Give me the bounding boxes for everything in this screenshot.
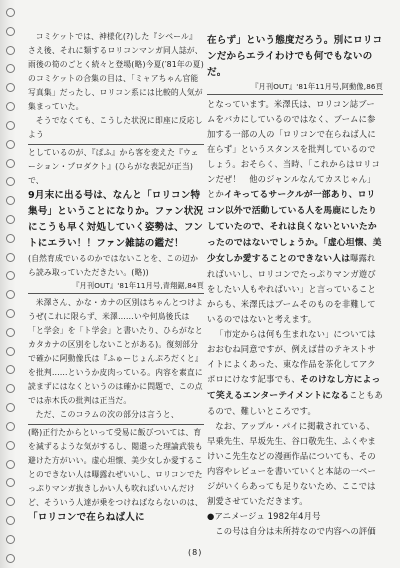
- binding-hole: [6, 102, 15, 111]
- bold-text: そのけなし方によって笑えるエンターテイメントになる: [207, 375, 381, 401]
- quote-box: [28, 144, 204, 294]
- body-paragraph: この号は自分は未所持なので内容への評価: [215, 526, 376, 536]
- binding-hole: [6, 516, 15, 525]
- binding-hole: [6, 478, 15, 487]
- binding-hole: [6, 365, 15, 374]
- binding-hole: [6, 64, 15, 73]
- body-paragraph: 米澤さん、かな・カナの区別はちゃんとつけようぜ(これに限らず、米澤……いや何鳥後氏は「と学会」を「ト学会」と書いたり、ひらがなとカタカナの区別をしないことがある)。復刻部分で確かに阿動像氏は『ふゅーじょんぷろだくと』を批判……というか皮肉っている。内容を素直に読まずにはなくというのは確かに問題で、この点では赤木氏の批判は正当だ。: [28, 298, 203, 405]
- body-text: 曝露れればいいし、ロリコンでたっぷりマンガ遊びをしたい人も: [207, 253, 376, 294]
- quote-box: [28, 424, 204, 527]
- binding-hole: [6, 140, 15, 149]
- binding-hole: [6, 46, 15, 55]
- body-paragraph: コミケットでは、神様化(?)した『シベール』さえ後、それに類するロリコンマンガ同人誌が、雨後の筍のごとく続々と登場(略)今夏(′81年の夏)のコミケットの合集の目は、「ミャアちゃん官能写真集」だったし、ロリコン系には比較的人気が集まっていた。: [28, 32, 204, 111]
- quote-citation: 『月刊OUT』'81年11月号,青翔鋸,84頁: [72, 281, 204, 290]
- quote-bold-text: 9月末に出る号は、なんと「ロリコン特集号」ということになりか。ファン状況にこうも早く対処していく姿勢は、フントにエラい！！ファン雑誌の鑑だ！: [28, 190, 204, 249]
- body-paragraph: ただ、このコラムの次の部分は言うと、: [35, 410, 179, 419]
- binding-hole: [6, 441, 15, 450]
- binding-hole: [6, 554, 15, 563]
- binding-hole: [6, 309, 15, 318]
- body-paragraph: なお、アップル・パイに掲載されている、早乗先生、早坂先生、谷口敬先生、ふくやまけいこ先生などの漫画作品についても、その内容やレビューを書いていくと本誌の一ページがいくらあっても足りないため、ここでは割愛させていただきます。: [207, 421, 376, 506]
- binding-hole: [6, 83, 15, 92]
- binding-hole: [6, 290, 15, 299]
- binding-hole: [6, 177, 15, 186]
- binding-hole: [6, 8, 15, 17]
- binding-hole: [6, 497, 15, 506]
- binding-hole: [6, 328, 15, 337]
- binding-hole: [6, 403, 15, 412]
- binding-hole: [6, 215, 15, 224]
- quote-text: (自然育成でいるのかではないことを、この辺から読み取っていただきたい。(略)): [28, 254, 199, 277]
- quote-bold-text: 「ロリコンで在らねば人に: [28, 512, 145, 523]
- binding-hole: [6, 460, 15, 469]
- binding-hole: [6, 422, 15, 431]
- section-heading: ●アニメージュ 1982年4月号: [207, 511, 321, 521]
- quote-citation: 『月刊OUT』'81年11月号,阿動像,86頁: [251, 82, 383, 91]
- body-text: こともあるので、難しいところです。: [207, 390, 383, 416]
- binding-hole: [6, 271, 15, 280]
- quote-text: (略)正行たからといって受易に飯びついては、育を減ずるような気がするし、閲還った理論武装も避けた方がいい。虚心坦懐、美少女しか愛することのできない人は曝露れぜいいし、ロリコンでたっぷりマンガ抜きしかい人も吹ればいいんだけど、そういう人達が乗をつけねばならないのは、: [28, 428, 203, 507]
- binding-hole: [6, 121, 15, 130]
- quote-bold-text: 在らず」という態度だろう。別にロリコンだからエライわけでも何でもないのだ。: [207, 35, 383, 78]
- page-number: (8): [188, 548, 203, 557]
- body-text: 「市定からは何も生まれない」については: [215, 329, 376, 339]
- body-paragraph: [207, 327, 383, 419]
- quote-text: としているのが、『ぱふ』から客を変えた『ウェーション・プロダクト』(ひらがな表記が正当)で、: [28, 148, 199, 185]
- body-paragraph: [207, 97, 383, 327]
- body-text: やればいい」と言っていることからも、米澤氏はブームそのものを非難しているのではないと考えます。: [207, 284, 376, 324]
- binding-hole: [6, 234, 15, 243]
- body-paragraph: そうでなくても、こうした状況に即座に反応しよう: [28, 116, 203, 139]
- quote-box-continued: [207, 32, 383, 95]
- binding-hole: [6, 159, 15, 168]
- binding-hole: [6, 384, 15, 393]
- bold-text: イキってるサークルが一部あり、ロリコン以外で活動している人を馬鹿にしたりしていたので、それは良くないといいたかったのではないでしょうか。「虚心坦懐、美少女しか愛することのできない人は: [207, 190, 382, 264]
- body-text: となっています。米澤氏は、ロリコン誌ブームをバカにしているのではなく、ブームに参加する一部の人の「ロリコンで在らねば人に在らず」というスタンスを批判しているのでしょう。おそらく、当時、「これからはロリコンだぜ！ 他のジャンルなんてカスじゃん」とか: [207, 99, 380, 199]
- left-column: [28, 30, 204, 529]
- binding-hole: [6, 196, 15, 205]
- binding-hole: [6, 253, 15, 262]
- binding-hole: [6, 347, 15, 356]
- binding-hole: [6, 27, 15, 36]
- right-column: [207, 30, 383, 539]
- binding-holes: [6, 8, 16, 563]
- body-text: おおむね同意ですが、例えば昔のテキストサイトによくあった、東な作品を茶化してアクポロにけなす記事でも、: [207, 344, 376, 384]
- binding-hole: [6, 535, 15, 544]
